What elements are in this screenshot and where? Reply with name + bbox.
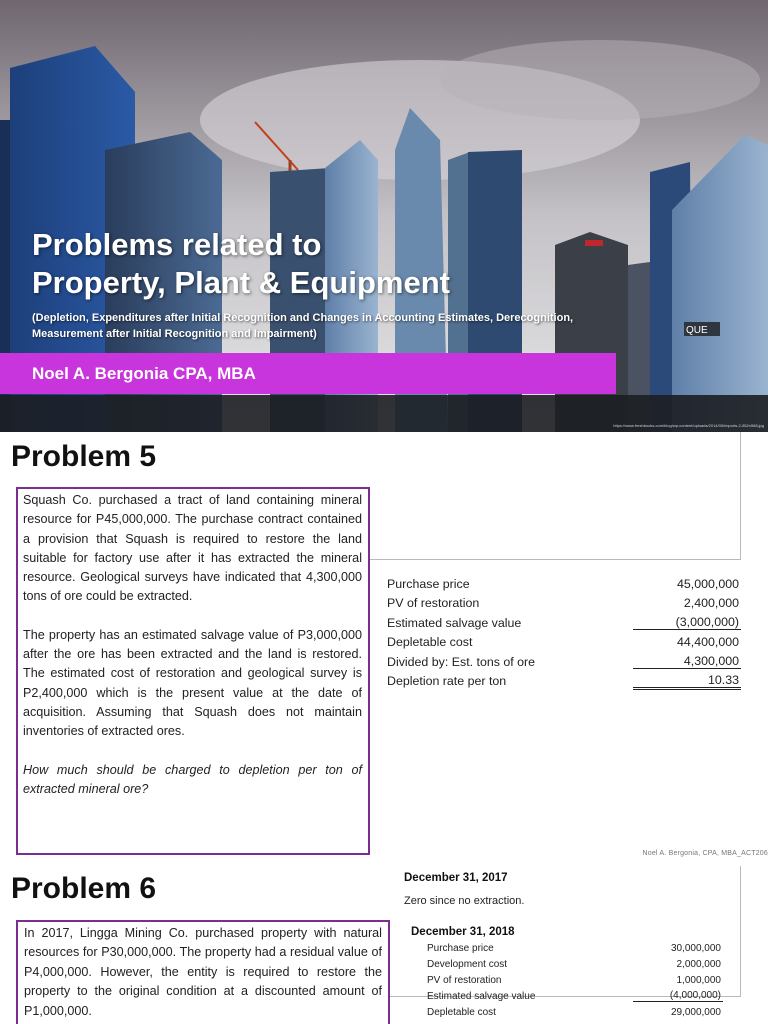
cover-title-line2: Property, Plant & Equipment <box>32 264 450 300</box>
problem6-slide <box>0 864 768 1024</box>
problem6-text-box <box>16 920 390 1024</box>
solution-label: PV of restoration <box>427 974 502 986</box>
solution-amount: 10.33 <box>633 673 741 690</box>
solution-amount: 45,000,000 <box>676 576 739 591</box>
problem6-date-2017: December 31, 2017 <box>404 872 508 884</box>
solution-row <box>387 652 741 672</box>
solution-label: Divided by: Est. tons of ore <box>387 654 536 669</box>
decorative-frame-line <box>340 432 741 560</box>
solution-label: Estimated salvage value <box>387 615 522 630</box>
problem5-paragraph2: The property has an estimated salvage value of P3,000,000 after the ore has been extracted and the land is restored. The estimated cost of restoration and geological survey is P2,400,000 which is the present value at the date of acquisition. Assuming that Squash does not maintain inventories of extracted ores. <box>23 627 362 739</box>
solution-amount: 29,000,000 <box>670 1006 721 1018</box>
solution-row <box>387 613 741 633</box>
solution-amount: 2,000,000 <box>676 958 721 970</box>
problem5-question: How much should be charged to depletion per ton of extracted mineral ore? <box>23 762 362 796</box>
solution-amount: 30,000,000 <box>670 942 721 954</box>
solution-row <box>387 594 741 614</box>
problem6-paragraph1: In 2017, Lingga Mining Co. purchased property with natural resources for P30,000,000. The property had a residual value of P4,000,000. However, the entity is required to restore the property to the original condition at a discounted amount of P1,000,000. <box>24 926 382 1018</box>
author-name: Noel A. Bergonia CPA, MBA <box>32 363 256 383</box>
solution-label: Development cost <box>427 958 508 970</box>
solution-label: PV of restoration <box>387 596 480 611</box>
solution-row <box>427 956 723 972</box>
problem5-paragraph1: Squash Co. purchased a tract of land containing mineral resource for P45,000,000. The purchase contract contained a provision that Squash is required to restore the land suitable for factory use after it has extracted the mineral resource. Geological surveys have indicated that 4,300,000 tons of ore could be extracted. <box>23 493 362 604</box>
solution-row <box>427 972 723 988</box>
cover-slide <box>0 0 768 432</box>
problem6-solution-table <box>427 940 723 1020</box>
problem5-slide <box>0 432 768 864</box>
solution-row <box>427 988 723 1004</box>
problem6-note-2017: Zero since no extraction. <box>404 895 525 907</box>
solution-label: Estimated salvage value <box>427 990 536 1002</box>
solution-amount: 4,300,000 <box>633 654 741 669</box>
problem6-date-2018: December 31, 2018 <box>411 926 515 938</box>
solution-amount: 1,000,000 <box>676 974 721 986</box>
solution-row <box>427 1004 723 1020</box>
slide-footer-credit: Noel A. Bergonia, CPA, MBA_ACT206 <box>642 850 768 857</box>
building-sign-text: QUE <box>686 325 708 336</box>
solution-label: Purchase price <box>387 576 470 591</box>
solution-amount: 2,400,000 <box>683 596 739 611</box>
solution-label: Depletion rate per ton <box>387 674 507 689</box>
problem5-text-box <box>16 487 370 855</box>
solution-amount: (4,000,000) <box>633 990 723 1002</box>
solution-label: Purchase price <box>427 942 494 954</box>
author-banner <box>0 353 616 394</box>
solution-amount: 44,400,000 <box>676 635 739 650</box>
solution-label: Depletable cost <box>427 1006 496 1018</box>
solution-row <box>387 633 741 653</box>
problem6-heading: Problem 6 <box>11 872 157 905</box>
image-credit-url: https://www.freshbooks.com/blog/wp-content/uploads/2014/05/imports-2-852x568.jpg <box>613 423 764 428</box>
solution-label: Depletable cost <box>387 635 473 650</box>
solution-row <box>427 940 723 956</box>
problem5-heading: Problem 5 <box>11 440 157 473</box>
solution-row <box>387 672 741 692</box>
cover-title-line1: Problems related to <box>32 227 322 262</box>
cover-title <box>32 226 592 302</box>
problem5-solution-table <box>387 574 741 691</box>
cover-subtitle: (Depletion, Expenditures after Initial Recognition and Changes in Accounting Estimates, Derecognition, Measurement after Initial Recognition and Impairment) <box>32 312 574 340</box>
solution-row <box>387 574 741 594</box>
solution-amount: (3,000,000) <box>633 615 741 630</box>
